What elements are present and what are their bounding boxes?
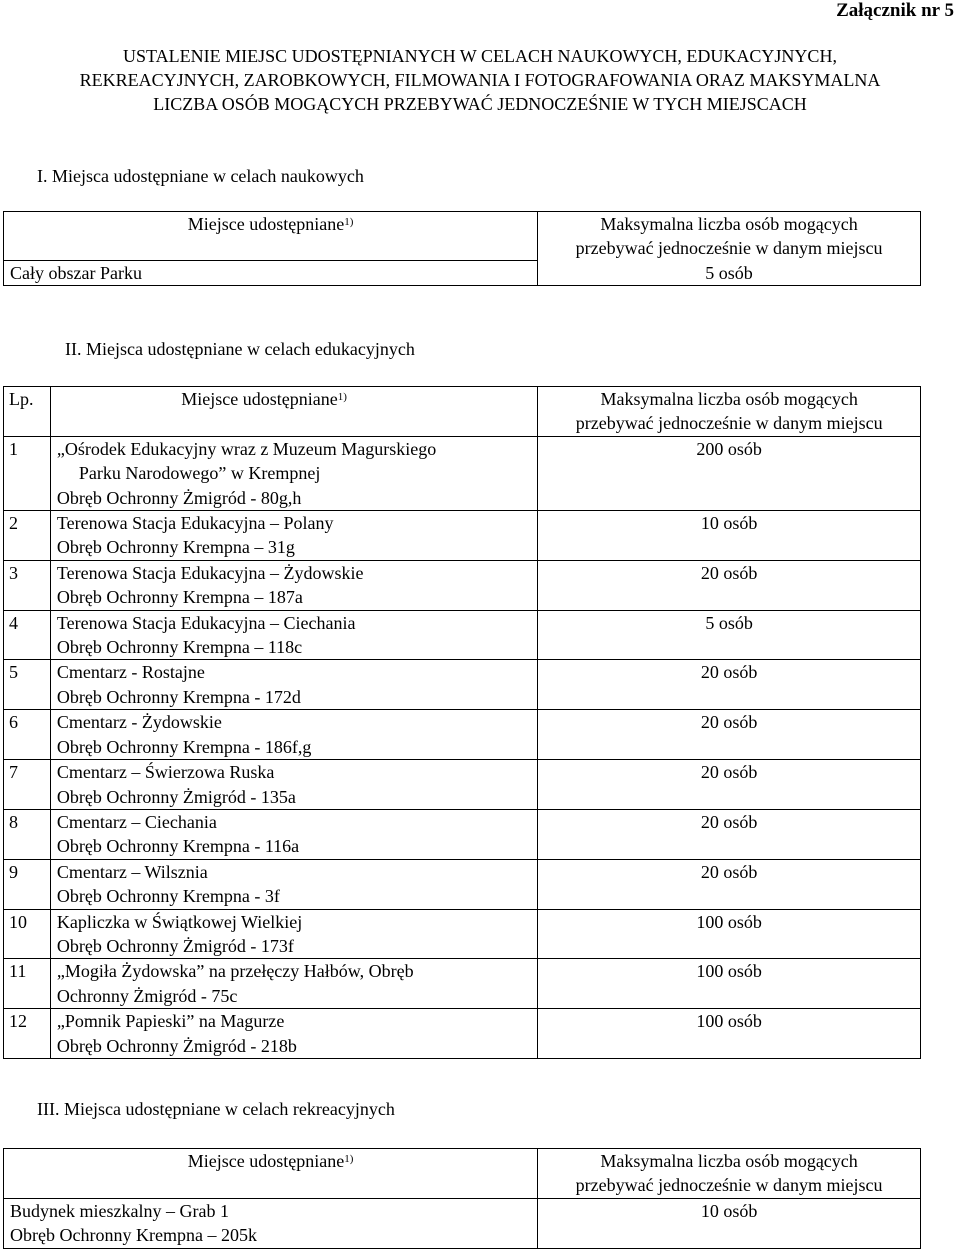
row-number: 4 (4, 610, 51, 660)
max-value: 5 osób (705, 262, 753, 283)
section-2-heading: II. Miejsca udostępniane w celach edukacyjnych (65, 339, 415, 359)
row-number: 1 (4, 436, 51, 510)
place-line: Obręb Ochronny Żmigród - 173f (56, 935, 294, 956)
max-cell: 10 osób (538, 1198, 921, 1248)
title-line-3: LICZBA OSÓB MOGĄCYCH PRZEBYWAĆ JEDNOCZEŚNIE W TYCH MIEJSCACH (153, 94, 807, 114)
section-2-table (3, 386, 921, 1059)
row-number: 8 (4, 809, 51, 859)
place-line: Cmentarz – Świerzowa Ruska (56, 762, 275, 783)
place-cell (50, 710, 537, 760)
table-row (4, 760, 921, 810)
place-line: Terenowa Stacja Edukacyjna – Żydowskie (56, 562, 364, 583)
max-cell: 20 osób (538, 859, 921, 909)
table-row (4, 436, 921, 510)
document-title (60, 44, 900, 116)
place-line: Obręb Ochronny Krempna - 116a (56, 836, 300, 857)
max-cell: 200 osób (538, 436, 921, 510)
table-row (4, 959, 921, 1009)
place-line: Obręb Ochronny Krempna - 186f,g (56, 736, 312, 757)
row-number: 3 (4, 560, 51, 610)
place-line: Obręb Ochronny Żmigród - 218b (56, 1035, 297, 1056)
place-line: Kapliczka w Świątkowej Wielkiej (56, 911, 303, 932)
max-cell: 20 osób (538, 560, 921, 610)
header-place: Miejsce udostępniane$^{1)}$ (4, 212, 538, 261)
header-lp: Lp. (4, 387, 51, 437)
max-cell: 20 osób (538, 660, 921, 710)
max-cell: 100 osób (538, 909, 921, 959)
place-cell (50, 436, 537, 510)
header-place: Miejsce udostępniane$^{1)}$ (50, 387, 537, 437)
table-row (4, 909, 921, 959)
place-line: Terenowa Stacja Edukacyjna – Ciechania (56, 612, 356, 633)
header-place: Miejsce udostępniane$^{1)}$ (4, 1149, 538, 1199)
row-number: 10 (4, 909, 51, 959)
table-row (4, 610, 921, 660)
place-line: Cmentarz - Rostajne (56, 662, 205, 683)
max-cell: 20 osób (538, 710, 921, 760)
header-max: Maksymalna liczba osób mogących przebywać jednocześnie w danym miejscu (538, 1149, 921, 1199)
max-cell: 20 osób (538, 809, 921, 859)
row-number: 9 (4, 859, 51, 909)
place-cell (50, 511, 537, 561)
table-row (4, 1009, 921, 1059)
title-line-2: REKREACYJNYCH, ZAROBKOWYCH, FILMOWANIA I FOTOGRAFOWANIA ORAZ MAKSYMALNA (79, 70, 881, 90)
table-row (4, 560, 921, 610)
place-cell (50, 760, 537, 810)
header-max: Maksymalna liczba osób mogących przebywać jednocześnie w danym miejscu 5 osób (538, 212, 921, 286)
place-cell: Cały obszar Parku (4, 261, 538, 286)
row-number: 12 (4, 1009, 51, 1059)
footnote-marker: 1) (344, 1153, 354, 1165)
max-cell: 5 osób (538, 610, 921, 660)
place-cell (50, 909, 537, 959)
place-line: Cmentarz - Żydowskie (56, 712, 222, 733)
table-row (4, 660, 921, 710)
header-max: Maksymalna liczba osób mogących przebywać jednocześnie w danym miejscu (538, 387, 921, 437)
place-cell (50, 859, 537, 909)
annex-label: Załącznik nr 5 (836, 0, 954, 21)
place-line: „Pomnik Papieski” na Magurze (56, 1011, 285, 1032)
place-line: Ochronny Żmigród - 75c (56, 985, 238, 1006)
row-number: 7 (4, 760, 51, 810)
max-cell: 10 osób (538, 511, 921, 561)
place-cell (50, 610, 537, 660)
place-line: Obręb Ochronny Krempna - 172d (56, 686, 301, 707)
row-number: 6 (4, 710, 51, 760)
max-cell: 20 osób (538, 760, 921, 810)
place-line: Cmentarz – Ciechania (56, 811, 217, 832)
place-cell (50, 560, 537, 610)
place-cell (50, 809, 537, 859)
table-header-row (4, 212, 921, 261)
place-line: „Mogiła Żydowska” na przełęczy Hałbów, Obręb (56, 961, 414, 982)
table-header-row (4, 387, 921, 437)
place-line: Obręb Ochronny Krempna – 31g (56, 537, 295, 558)
table-row (4, 710, 921, 760)
place-cell: Budynek mieszkalny – Grab 1 Obręb Ochronny Krempna – 205k (4, 1198, 538, 1248)
max-cell: 100 osób (538, 1009, 921, 1059)
place-cell (50, 1009, 537, 1059)
section-1-table (3, 211, 921, 286)
row-number: 11 (4, 959, 51, 1009)
row-number: 2 (4, 511, 51, 561)
place-line: Obręb Ochronny Krempna – 187a (56, 587, 303, 608)
place-line: Terenowa Stacja Edukacyjna – Polany (56, 513, 334, 534)
table-row (4, 809, 921, 859)
footnote-marker: 1) (344, 216, 354, 228)
table-row (4, 511, 921, 561)
table-row (4, 1198, 921, 1248)
place-line: Obręb Ochronny Żmigród - 135a (56, 786, 296, 807)
table-row (4, 859, 921, 909)
section-3-heading: III. Miejsca udostępniane w celach rekreacyjnych (37, 1099, 395, 1119)
place-line: „Ośrodek Edukacyjny wraz z Muzeum Magurskiego (56, 438, 437, 459)
place-cell (50, 660, 537, 710)
section-1-heading: I. Miejsca udostępniane w celach naukowych (37, 166, 364, 186)
table-header-row (4, 1149, 921, 1199)
place-line: Obręb Ochronny Krempna - 3f (56, 886, 280, 907)
place-cell (50, 959, 537, 1009)
place-line: Obręb Ochronny Krempna – 118c (56, 637, 303, 658)
row-number: 5 (4, 660, 51, 710)
footnote-marker: 1) (337, 391, 347, 403)
place-line: Cmentarz – Wilsznia (56, 861, 208, 882)
place-line: Obręb Ochronny Żmigród - 80g,h (56, 487, 302, 508)
max-cell: 100 osób (538, 959, 921, 1009)
section-3-table (3, 1148, 921, 1249)
place-line: Parku Narodowego” w Krempnej (78, 463, 321, 484)
title-line-1: USTALENIE MIEJSC UDOSTĘPNIANYCH W CELACH NAUKOWYCH, EDUKACYJNYCH, (123, 46, 837, 66)
